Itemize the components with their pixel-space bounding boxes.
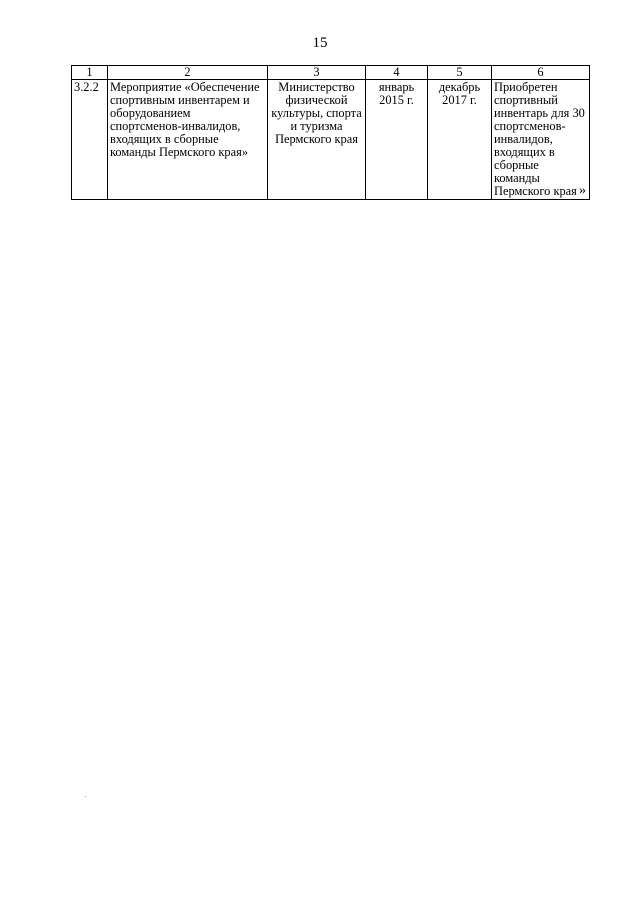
activity-table [71, 65, 590, 200]
column-header: 1 [72, 66, 108, 80]
column-header: 5 [428, 66, 492, 80]
start-date-cell: январь 2015 г. [366, 80, 428, 200]
row-number-cell: 3.2.2 [72, 80, 108, 200]
closing-quote: » [579, 183, 586, 198]
table-header-row [72, 66, 590, 80]
end-date-cell: декабрь 2017 г. [428, 80, 492, 200]
page-number: 15 [312, 35, 328, 51]
scan-artifact [85, 796, 86, 797]
activity-name-cell: Мероприятие «Обеспечение спортивным инвентарем и оборудованием спортсменов-инвалидов, входящих в сборные команды Пермского края» [108, 80, 268, 200]
table-row [72, 80, 590, 200]
column-header: 4 [366, 66, 428, 80]
column-header: 2 [108, 66, 268, 80]
column-header: 6 [492, 66, 590, 80]
column-header: 3 [268, 66, 366, 80]
responsible-executor-cell: Министерство физической культуры, спорта и туризма Пермского края [268, 80, 366, 200]
expected-result-cell: Приобретен спортивный инвентарь для 30 спортсменов-инвалидов, входящих в сборные команды Пермского края [492, 80, 590, 200]
